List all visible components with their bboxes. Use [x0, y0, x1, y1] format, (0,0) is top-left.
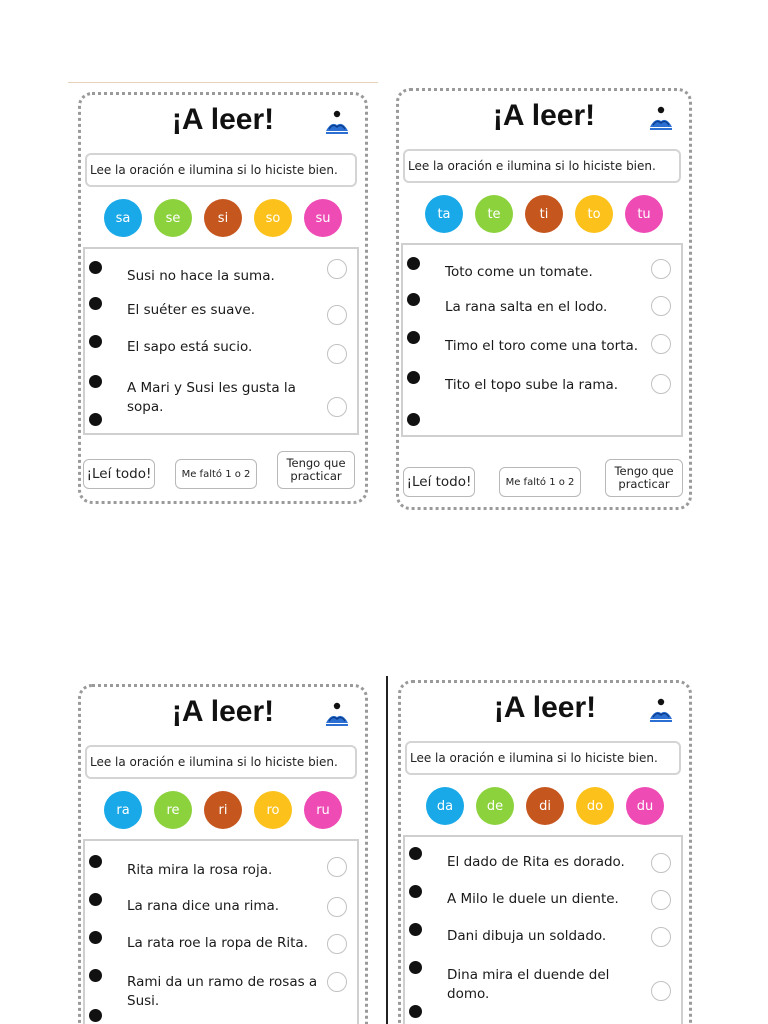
- syllable-bubble: ru: [304, 791, 342, 829]
- reading-card-ra: [78, 684, 368, 1024]
- self-check-circle[interactable]: [327, 857, 347, 877]
- sentence-text: El dado de Rita es dorado.: [447, 854, 625, 870]
- bullet-dot: [409, 961, 422, 974]
- bullet-dot: [89, 335, 102, 348]
- decorative-rule: [68, 82, 378, 83]
- bullet-dot: [89, 969, 102, 982]
- card-title: ¡A leer!: [171, 103, 275, 136]
- sentence-text: Susi no hace la suma.: [127, 268, 275, 284]
- syllable-bubble: do: [576, 787, 614, 825]
- read-all-button[interactable]: ¡Leí todo!: [403, 467, 475, 497]
- sentence-text: La rana salta en el lodo.: [445, 299, 608, 315]
- syllable-row: [81, 791, 365, 831]
- bullet-dot: [89, 297, 102, 310]
- syllable-bubble: ra: [104, 791, 142, 829]
- instruction-box: Lee la oración e ilumina si lo hiciste bien.: [85, 153, 357, 187]
- bullet-dot: [407, 331, 420, 344]
- school-logo-icon: [647, 105, 675, 133]
- bullet-dot: [407, 371, 420, 384]
- instruction-box: Lee la oración e ilumina si lo hiciste bien.: [85, 745, 357, 779]
- self-evaluation-row: [81, 451, 365, 491]
- self-check-circle[interactable]: [327, 259, 347, 279]
- need-practice-button[interactable]: Tengo que practicar: [277, 451, 355, 489]
- self-check-circle[interactable]: [327, 934, 347, 954]
- sentence-text: Rita mira la rosa roja.: [127, 862, 273, 878]
- syllable-bubble: da: [426, 787, 464, 825]
- bullet-dot: [89, 375, 102, 388]
- bullet-dot: [407, 293, 420, 306]
- syllable-bubble: sa: [104, 199, 142, 237]
- sentence-text: A Mari y Susi les gusta la sopa.: [127, 380, 296, 415]
- sentence-list: [83, 247, 359, 435]
- bullet-dot: [409, 1005, 422, 1018]
- bullet-dot: [407, 413, 420, 426]
- sentence-text: Timo el toro come una torta.: [445, 338, 639, 354]
- self-check-circle[interactable]: [651, 890, 671, 910]
- syllable-bubble: de: [476, 787, 514, 825]
- syllable-bubble: ro: [254, 791, 292, 829]
- bullet-dot: [89, 855, 102, 868]
- self-check-circle[interactable]: [327, 897, 347, 917]
- sentence-text: La rata roe la ropa de Rita.: [127, 935, 308, 951]
- instruction-box: Lee la oración e ilumina si lo hiciste bien.: [405, 741, 681, 775]
- sentence-text: El sapo está sucio.: [127, 339, 253, 355]
- sentence-text: Tito el topo sube la rama.: [445, 377, 619, 393]
- self-check-circle[interactable]: [651, 296, 671, 316]
- bullet-dot: [89, 931, 102, 944]
- read-all-button[interactable]: ¡Leí todo!: [83, 459, 155, 489]
- syllable-bubble: ti: [525, 195, 563, 233]
- syllable-bubble: re: [154, 791, 192, 829]
- need-practice-button[interactable]: Tengo que practicar: [605, 459, 683, 497]
- self-evaluation-row: [399, 459, 689, 499]
- reading-card-ta: [396, 88, 692, 510]
- syllable-bubble: te: [475, 195, 513, 233]
- bullet-dot: [89, 413, 102, 426]
- self-check-circle[interactable]: [327, 397, 347, 417]
- self-check-circle[interactable]: [651, 981, 671, 1001]
- sentence-list: [83, 839, 359, 1024]
- sentence-text: Rami da un ramo de rosas a Susi.: [127, 974, 318, 1009]
- syllable-bubble: su: [304, 199, 342, 237]
- syllable-bubble: si: [204, 199, 242, 237]
- sentence-text: A Milo le duele un diente.: [447, 891, 619, 907]
- syllable-bubble: ri: [204, 791, 242, 829]
- syllable-bubble: du: [626, 787, 664, 825]
- bullet-dot: [89, 893, 102, 906]
- sentence-list: [401, 243, 683, 437]
- self-check-circle[interactable]: [651, 259, 671, 279]
- syllable-bubble: to: [575, 195, 613, 233]
- school-logo-icon: [323, 701, 351, 729]
- syllable-bubble: so: [254, 199, 292, 237]
- card-title: ¡A leer!: [492, 99, 596, 132]
- missed-one-or-two-button[interactable]: Me faltó 1 o 2: [175, 459, 257, 489]
- self-check-circle[interactable]: [327, 344, 347, 364]
- syllable-bubble: di: [526, 787, 564, 825]
- bullet-dot: [89, 261, 102, 274]
- sentence-text: Dina mira el duende del domo.: [447, 967, 610, 1002]
- bullet-dot: [409, 847, 422, 860]
- school-logo-icon: [323, 109, 351, 137]
- sentence-text: Dani dibuja un soldado.: [447, 928, 607, 944]
- self-check-circle[interactable]: [651, 374, 671, 394]
- page-divider: [386, 676, 388, 1024]
- card-title: ¡A leer!: [493, 691, 597, 724]
- bullet-dot: [409, 923, 422, 936]
- syllable-row: [81, 199, 365, 239]
- syllable-bubble: ta: [425, 195, 463, 233]
- syllable-bubble: tu: [625, 195, 663, 233]
- missed-one-or-two-button[interactable]: Me faltó 1 o 2: [499, 467, 581, 497]
- self-check-circle[interactable]: [651, 927, 671, 947]
- sentence-list: [403, 835, 683, 1024]
- sentence-text: El suéter es suave.: [127, 302, 255, 318]
- self-check-circle[interactable]: [327, 972, 347, 992]
- bullet-dot: [407, 257, 420, 270]
- bullet-dot: [409, 885, 422, 898]
- syllable-row: [399, 195, 689, 235]
- syllable-row: [401, 787, 689, 827]
- card-title: ¡A leer!: [171, 695, 275, 728]
- self-check-circle[interactable]: [651, 853, 671, 873]
- sentence-text: Toto come un tomate.: [445, 264, 593, 280]
- sentence-text: La rana dice una rima.: [127, 898, 280, 914]
- reading-card-sa: [78, 92, 368, 504]
- school-logo-icon: [647, 697, 675, 725]
- reading-card-da: [398, 680, 692, 1024]
- instruction-box: Lee la oración e ilumina si lo hiciste bien.: [403, 149, 681, 183]
- bullet-dot: [89, 1009, 102, 1022]
- self-check-circle[interactable]: [651, 334, 671, 354]
- syllable-bubble: se: [154, 199, 192, 237]
- self-check-circle[interactable]: [327, 305, 347, 325]
